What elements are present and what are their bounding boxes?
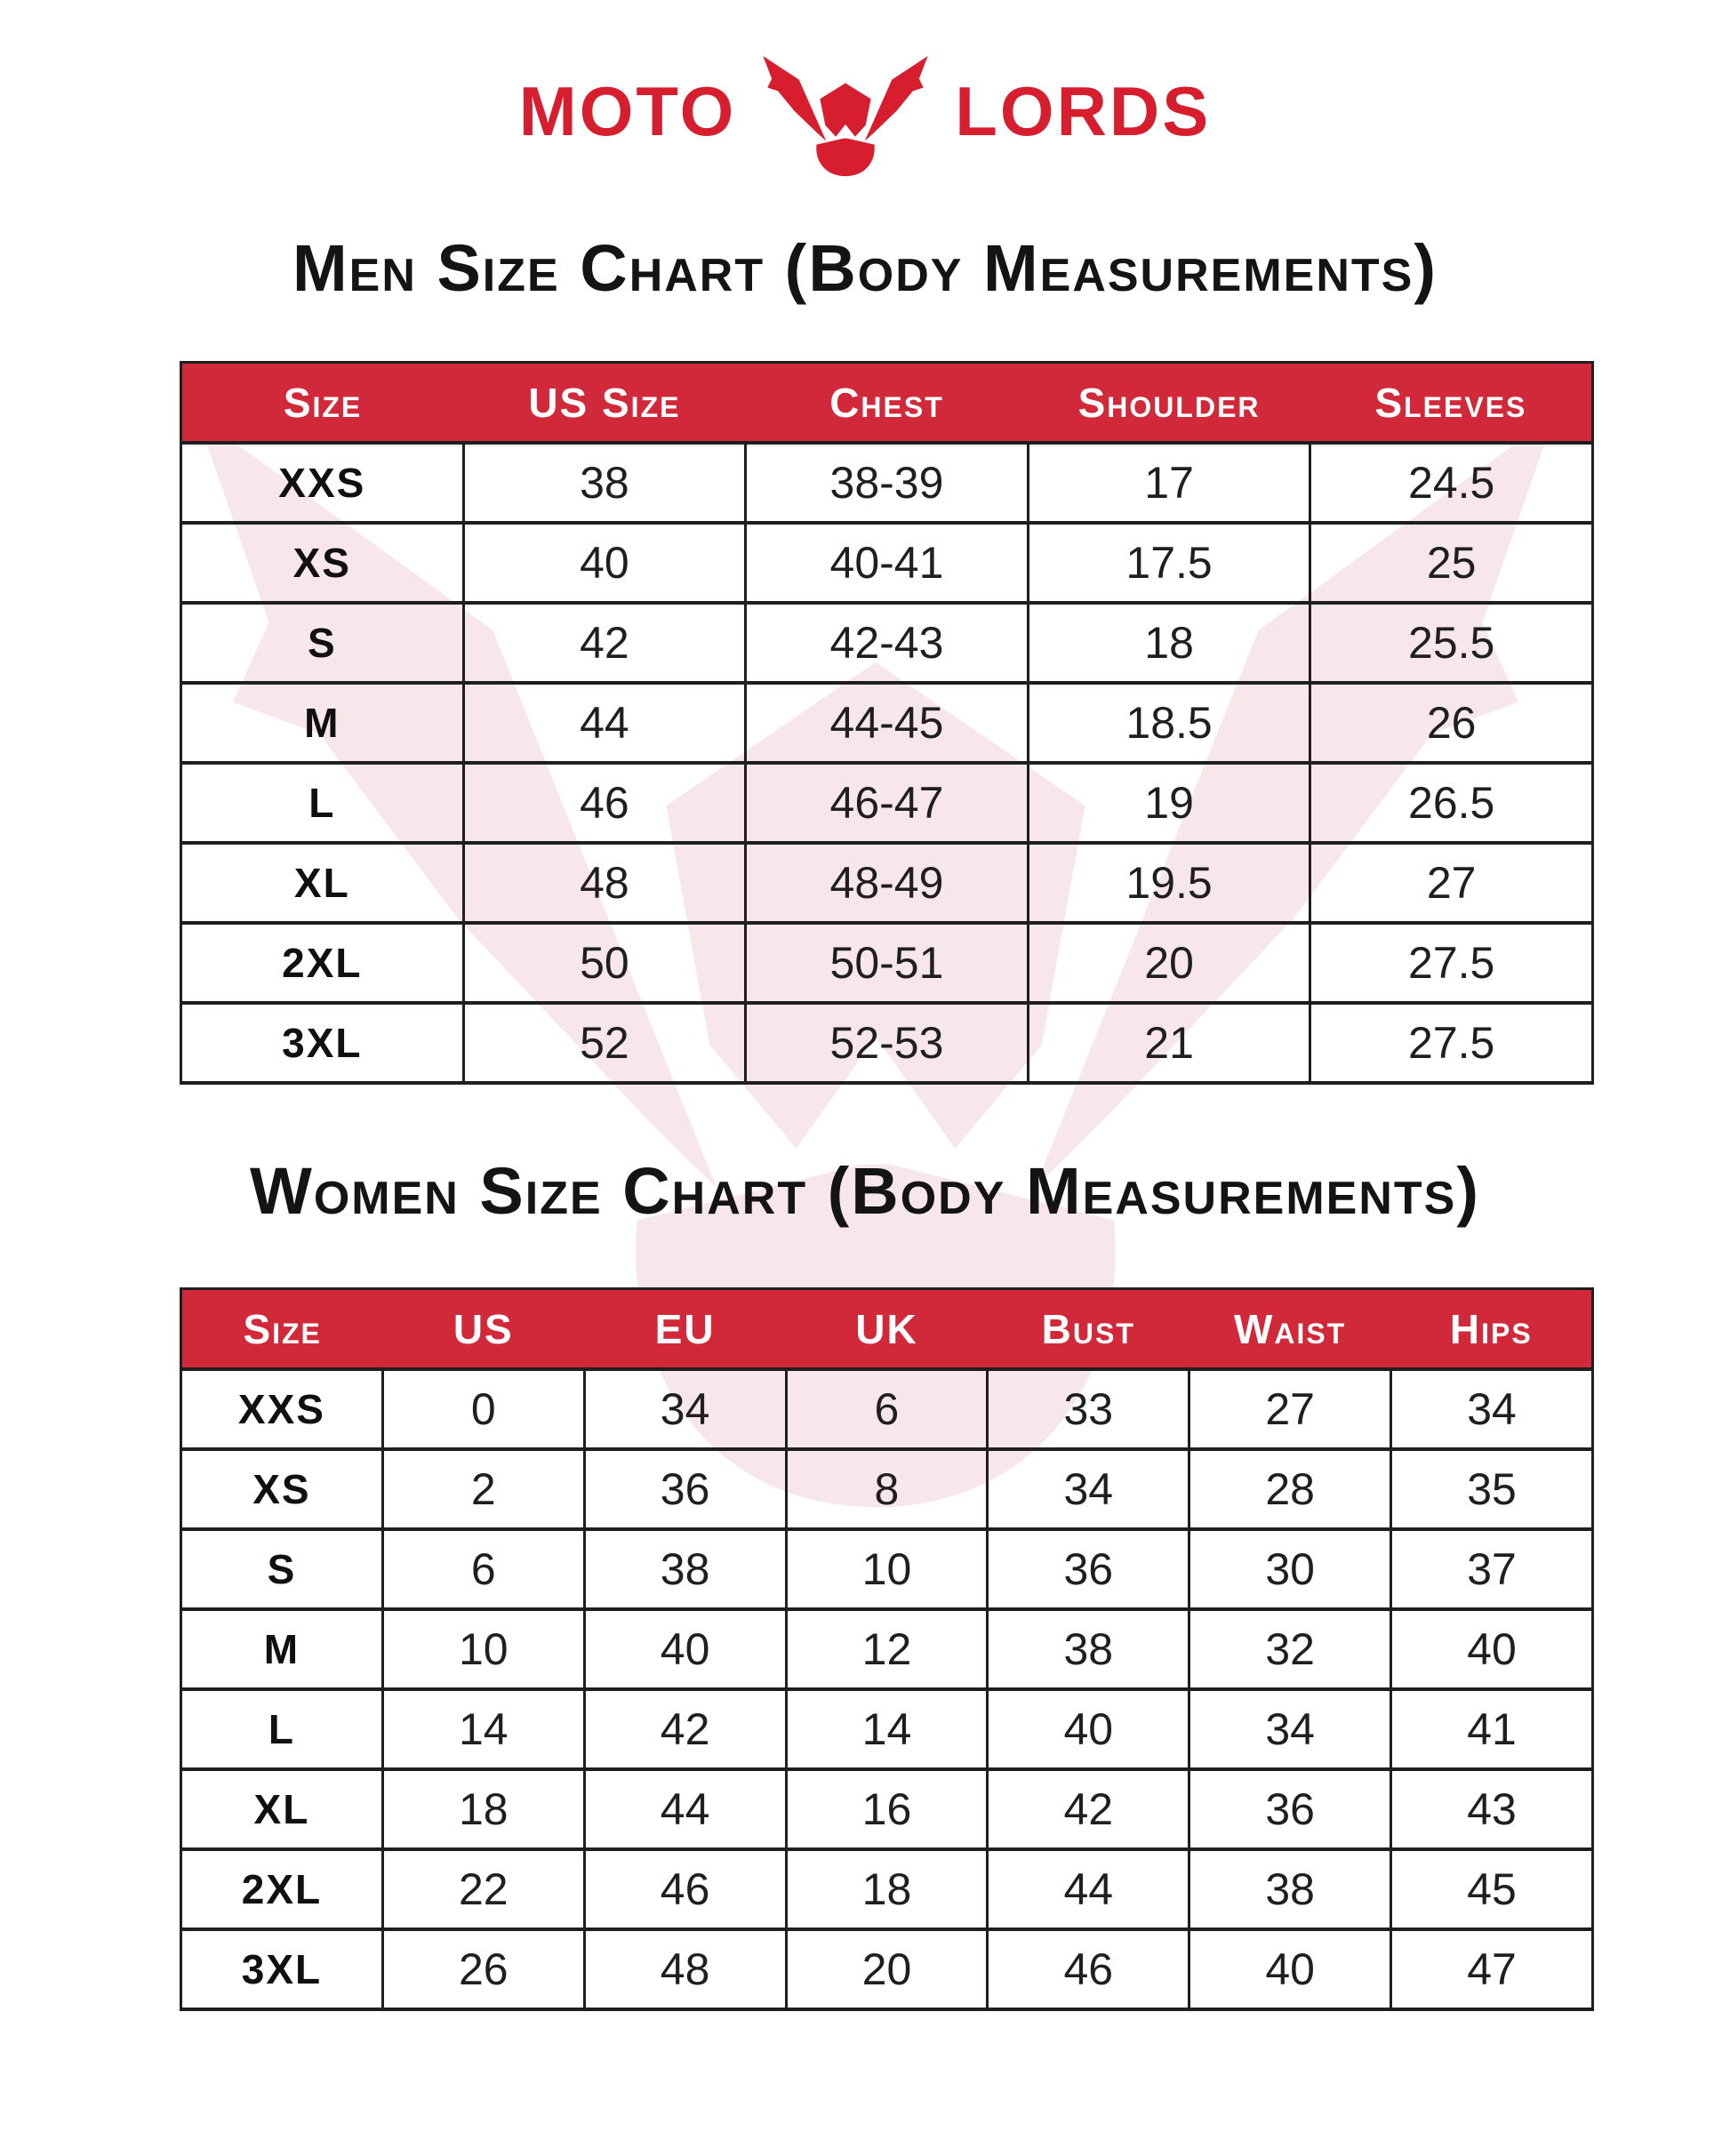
value-cell: 10 xyxy=(382,1609,584,1689)
value-cell: 50 xyxy=(463,923,746,1003)
value-cell: 42 xyxy=(584,1689,786,1769)
size-cell: 2XL xyxy=(181,923,464,1003)
value-cell: 17.5 xyxy=(1028,523,1310,603)
value-cell: 40 xyxy=(463,523,746,603)
value-cell: 25 xyxy=(1310,523,1593,603)
value-cell: 40 xyxy=(1391,1609,1593,1689)
table-row xyxy=(181,1529,1593,1609)
value-cell: 44 xyxy=(463,683,746,763)
table-row xyxy=(181,1609,1593,1689)
value-cell: 43 xyxy=(1391,1769,1593,1849)
column-header: Bust xyxy=(988,1289,1189,1370)
value-cell: 6 xyxy=(786,1369,988,1449)
table-row xyxy=(181,1003,1593,1083)
women-chart-title: Women Size Chart (Body Measurements) xyxy=(250,1154,1480,1228)
table-row xyxy=(181,843,1593,923)
men-table-body xyxy=(181,443,1593,1083)
value-cell: 19.5 xyxy=(1028,843,1310,923)
size-cell: 2XL xyxy=(181,1849,383,1929)
value-cell: 33 xyxy=(988,1369,1189,1449)
value-cell: 2 xyxy=(382,1449,584,1529)
size-cell: L xyxy=(181,1689,383,1769)
size-cell: M xyxy=(181,1609,383,1689)
column-header: Size xyxy=(181,1289,383,1370)
women-table-header xyxy=(181,1289,1593,1370)
value-cell: 26 xyxy=(382,1929,584,2009)
size-cell: 3XL xyxy=(181,1003,464,1083)
value-cell: 19 xyxy=(1028,763,1310,843)
value-cell: 37 xyxy=(1391,1529,1593,1609)
value-cell: 12 xyxy=(786,1609,988,1689)
column-header: Sleeves xyxy=(1310,363,1593,444)
value-cell: 40 xyxy=(584,1609,786,1689)
value-cell: 18 xyxy=(382,1769,584,1849)
women-table-body xyxy=(181,1369,1593,2009)
size-cell: XXS xyxy=(181,1369,383,1449)
value-cell: 46 xyxy=(988,1929,1189,2009)
value-cell: 46 xyxy=(584,1849,786,1929)
value-cell: 36 xyxy=(988,1529,1189,1609)
value-cell: 32 xyxy=(1189,1609,1391,1689)
size-cell: XL xyxy=(181,843,464,923)
column-header: Size xyxy=(181,363,464,444)
value-cell: 40-41 xyxy=(746,523,1029,603)
value-cell: 16 xyxy=(786,1769,988,1849)
value-cell: 36 xyxy=(584,1449,786,1529)
value-cell: 26 xyxy=(1310,683,1593,763)
size-cell: M xyxy=(181,683,464,763)
value-cell: 52 xyxy=(463,1003,746,1083)
value-cell: 41 xyxy=(1391,1689,1593,1769)
size-cell: 3XL xyxy=(181,1929,383,2009)
value-cell: 25.5 xyxy=(1310,603,1593,683)
column-header: US Size xyxy=(463,363,746,444)
bull-head-icon xyxy=(761,53,930,180)
value-cell: 14 xyxy=(786,1689,988,1769)
value-cell: 28 xyxy=(1189,1449,1391,1529)
table-row xyxy=(181,1929,1593,2009)
column-header: Shoulder xyxy=(1028,363,1310,444)
table-row xyxy=(181,1689,1593,1769)
value-cell: 20 xyxy=(786,1929,988,2009)
men-size-table xyxy=(180,361,1594,1085)
value-cell: 40 xyxy=(1189,1929,1391,2009)
value-cell: 40 xyxy=(988,1689,1189,1769)
value-cell: 36 xyxy=(1189,1769,1391,1849)
value-cell: 42-43 xyxy=(746,603,1029,683)
value-cell: 42 xyxy=(463,603,746,683)
value-cell: 8 xyxy=(786,1449,988,1529)
table-row xyxy=(181,1769,1593,1849)
value-cell: 45 xyxy=(1391,1849,1593,1929)
brand-word-lords: LORDS xyxy=(955,72,1212,150)
value-cell: 6 xyxy=(382,1529,584,1609)
value-cell: 27.5 xyxy=(1310,1003,1593,1083)
value-cell: 34 xyxy=(1391,1369,1593,1449)
column-header: Waist xyxy=(1189,1289,1391,1370)
value-cell: 34 xyxy=(988,1449,1189,1529)
value-cell: 26.5 xyxy=(1310,763,1593,843)
value-cell: 14 xyxy=(382,1689,584,1769)
size-cell: XS xyxy=(181,1449,383,1529)
value-cell: 48 xyxy=(584,1929,786,2009)
value-cell: 27.5 xyxy=(1310,923,1593,1003)
value-cell: 48 xyxy=(463,843,746,923)
value-cell: 42 xyxy=(988,1769,1189,1849)
table-row xyxy=(181,603,1593,683)
value-cell: 21 xyxy=(1028,1003,1310,1083)
value-cell: 44-45 xyxy=(746,683,1029,763)
men-table-header xyxy=(181,363,1593,444)
value-cell: 18 xyxy=(1028,603,1310,683)
value-cell: 38 xyxy=(584,1529,786,1609)
table-row xyxy=(181,923,1593,1003)
value-cell: 34 xyxy=(1189,1689,1391,1769)
header-row xyxy=(181,1289,1593,1370)
brand-logo xyxy=(0,9,1730,224)
value-cell: 0 xyxy=(382,1369,584,1449)
size-cell: XL xyxy=(181,1769,383,1849)
value-cell: 46-47 xyxy=(746,763,1029,843)
value-cell: 38 xyxy=(1189,1849,1391,1929)
table-row xyxy=(181,443,1593,523)
column-header: US xyxy=(382,1289,584,1370)
value-cell: 46 xyxy=(463,763,746,843)
table-row xyxy=(181,1369,1593,1449)
value-cell: 50-51 xyxy=(746,923,1029,1003)
table-row xyxy=(181,763,1593,843)
value-cell: 30 xyxy=(1189,1529,1391,1609)
value-cell: 10 xyxy=(786,1529,988,1609)
value-cell: 44 xyxy=(988,1849,1189,1929)
value-cell: 27 xyxy=(1189,1369,1391,1449)
value-cell: 47 xyxy=(1391,1929,1593,2009)
value-cell: 20 xyxy=(1028,923,1310,1003)
value-cell: 44 xyxy=(584,1769,786,1849)
table-row xyxy=(181,1449,1593,1529)
header-row xyxy=(181,363,1593,444)
value-cell: 27 xyxy=(1310,843,1593,923)
size-cell: XXS xyxy=(181,443,464,523)
size-cell: XS xyxy=(181,523,464,603)
women-size-table xyxy=(180,1287,1594,2011)
size-cell: L xyxy=(181,763,464,843)
size-cell: S xyxy=(181,603,464,683)
brand-word-moto: MOTO xyxy=(518,72,737,150)
value-cell: 38 xyxy=(988,1609,1189,1689)
value-cell: 38-39 xyxy=(746,443,1029,523)
table-row xyxy=(181,683,1593,763)
size-cell: S xyxy=(181,1529,383,1609)
column-header: EU xyxy=(584,1289,786,1370)
value-cell: 38 xyxy=(463,443,746,523)
column-header: Hips xyxy=(1391,1289,1593,1370)
men-chart-title: Men Size Chart (Body Measurements) xyxy=(292,231,1438,305)
value-cell: 34 xyxy=(584,1369,786,1449)
value-cell: 48-49 xyxy=(746,843,1029,923)
table-row xyxy=(181,1849,1593,1929)
value-cell: 35 xyxy=(1391,1449,1593,1529)
value-cell: 18.5 xyxy=(1028,683,1310,763)
value-cell: 52-53 xyxy=(746,1003,1029,1083)
column-header: UK xyxy=(786,1289,988,1370)
column-header: Chest xyxy=(746,363,1029,444)
value-cell: 17 xyxy=(1028,443,1310,523)
value-cell: 18 xyxy=(786,1849,988,1929)
table-row xyxy=(181,523,1593,603)
value-cell: 24.5 xyxy=(1310,443,1593,523)
value-cell: 22 xyxy=(382,1849,584,1929)
